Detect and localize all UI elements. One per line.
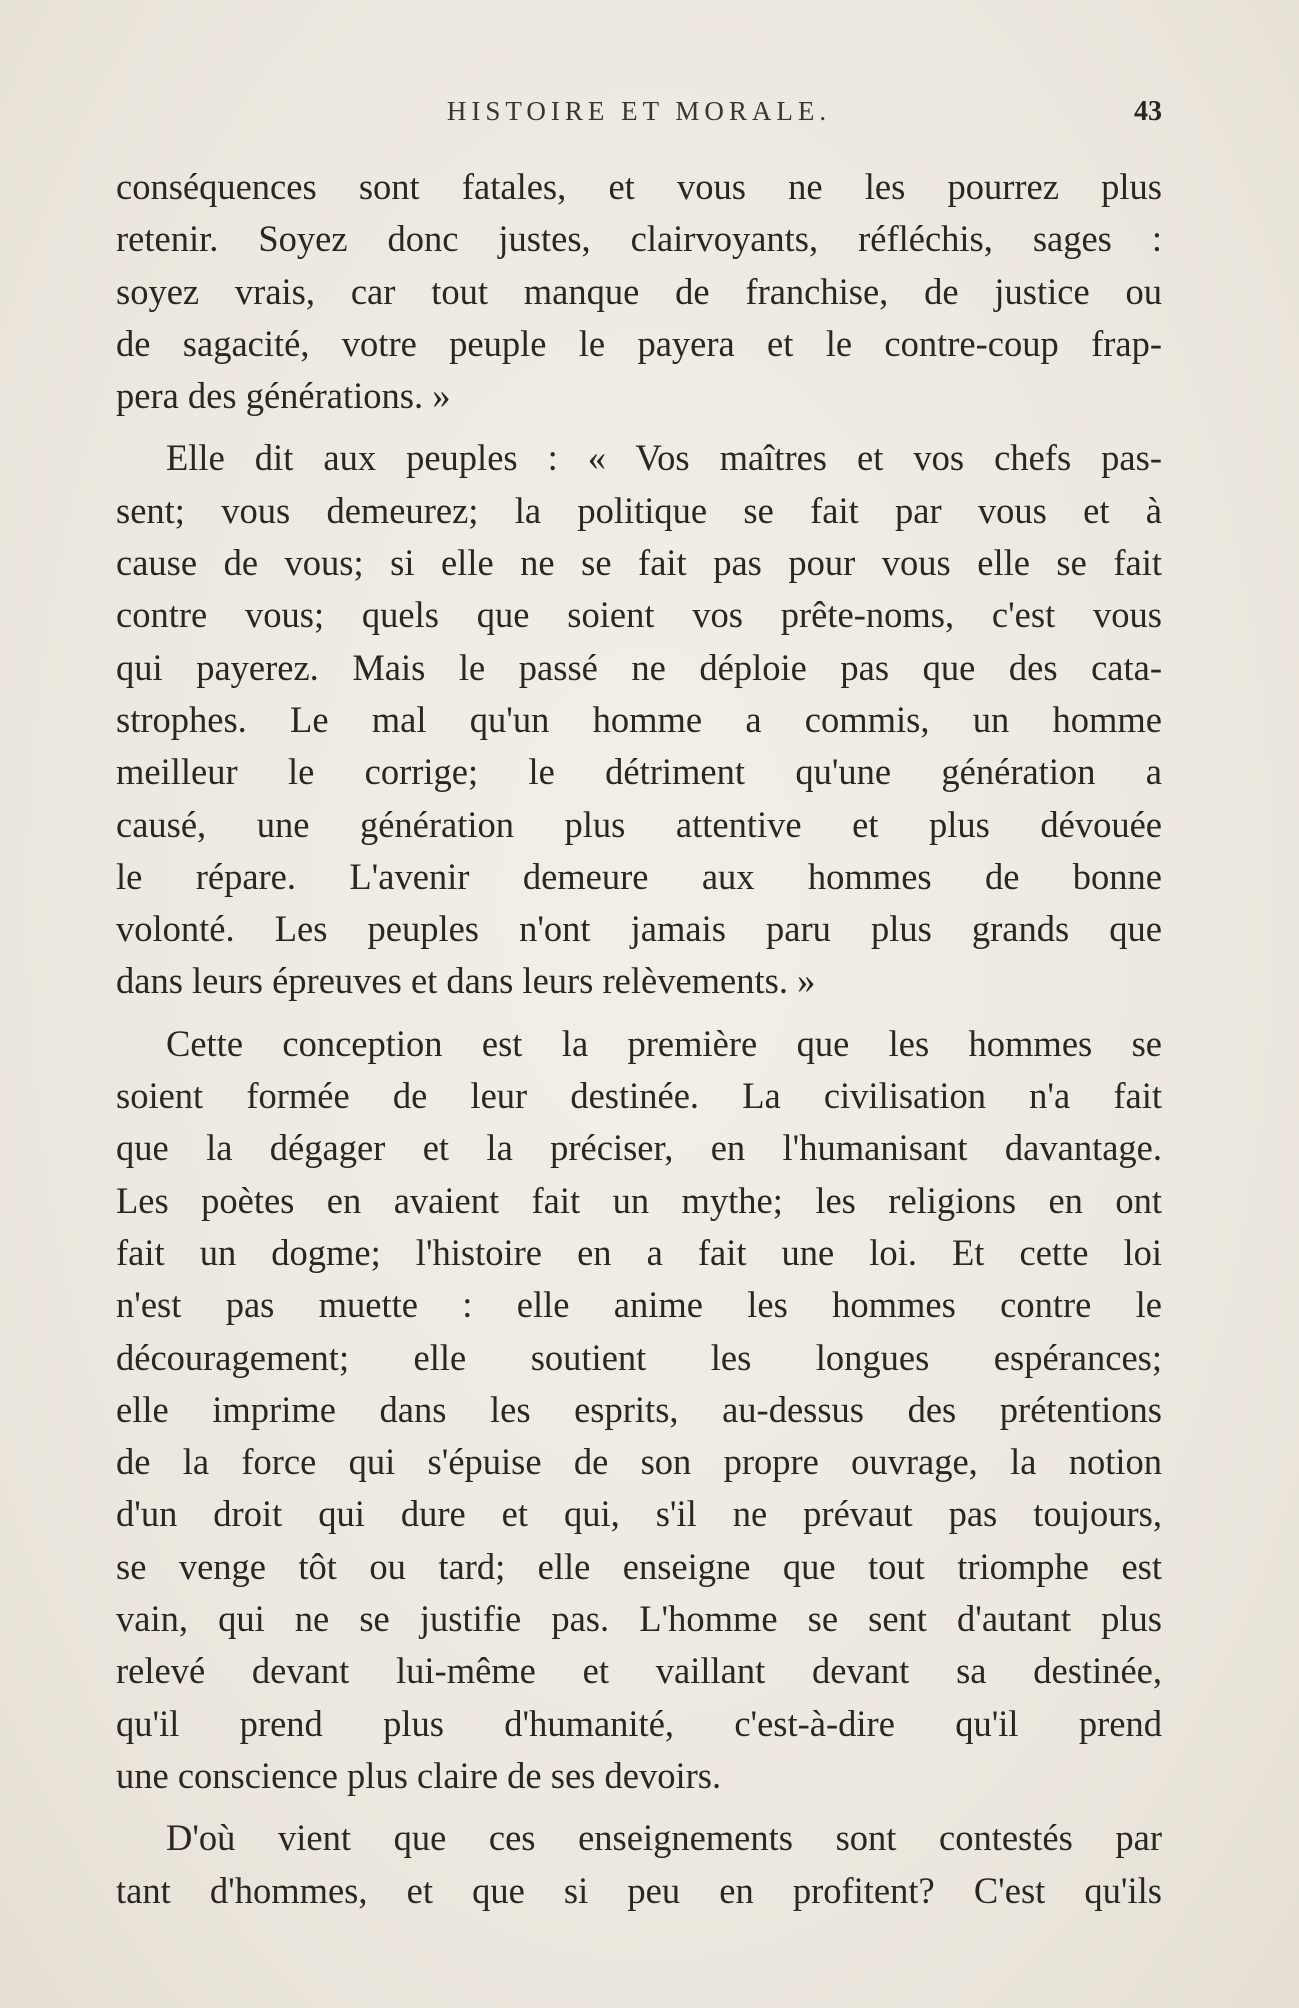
text-line: pera des générations. » [116, 375, 451, 417]
paragraph [116, 1018, 1162, 1802]
text-line: de la force qui s'épuise de son propre ouvrage, la notion [116, 1441, 1162, 1483]
text-line: que la dégager et la préciser, en l'humanisant davantage. [116, 1127, 1162, 1169]
text-line: soyez vrais, car tout manque de franchise, de justice ou [116, 270, 1162, 312]
text-line: strophes. Le mal qu'un homme a commis, un homme [116, 698, 1162, 740]
text-line: se venge tôt ou tard; elle enseigne que tout triomphe est [116, 1545, 1162, 1587]
text-line: volonté. Les peuples n'ont jamais paru plus grands que [116, 908, 1162, 950]
running-title: HISTOIRE ET MORALE. [446, 96, 832, 126]
text-line: dans leurs épreuves et dans leurs relèvements. » [116, 960, 816, 1002]
text-line: vain, qui ne se justifie pas. L'homme se sent d'autant plus [116, 1598, 1162, 1640]
text-line: le répare. L'avenir demeure aux hommes de bonne [116, 855, 1162, 897]
running-head [116, 96, 1162, 136]
paragraph [116, 1812, 1162, 1917]
text-line: retenir. Soyez donc justes, clairvoyants, réfléchis, sages : [116, 218, 1162, 260]
text-line: fait un dogme; l'histoire en a fait une loi. Et cette loi [116, 1231, 1162, 1273]
paragraph [116, 432, 1162, 1007]
text-line: Elle dit aux peuples : « Vos maîtres et vos chefs pas- [166, 437, 1162, 479]
text-line: de sagacité, votre peuple le payera et le contre-coup frap- [116, 322, 1162, 364]
text-line: conséquences sont fatales, et vous ne les pourrez plus [116, 166, 1162, 207]
text-line: contre vous; quels que soient vos prête-noms, c'est vous [116, 594, 1162, 636]
text-line: soient formée de leur destinée. La civilisation n'a fait [116, 1075, 1162, 1117]
text-line: Les poètes en avaient fait un mythe; les religions en ont [116, 1179, 1162, 1221]
text-line: tant d'hommes, et que si peu en profitent? C'est qu'ils [116, 1869, 1162, 1911]
text-line: qu'il prend plus d'humanité, c'est-à-dire qu'il prend [116, 1702, 1162, 1744]
text-line: Cette conception est la première que les hommes se [166, 1022, 1162, 1064]
body-text [116, 161, 1162, 1927]
text-line: cause de vous; si elle ne se fait pas pour vous elle se fait [116, 542, 1162, 584]
text-line: meilleur le corrige; le détriment qu'une génération a [116, 751, 1162, 793]
text-line: D'où vient que ces enseignements sont contestés par [166, 1817, 1162, 1859]
text-line: n'est pas muette : elle anime les hommes contre le [116, 1284, 1162, 1326]
text-line: découragement; elle soutient les longues espérances; [116, 1336, 1162, 1378]
text-line: elle imprime dans les esprits, au-dessus des prétentions [116, 1388, 1162, 1430]
text-line: qui payerez. Mais le passé ne déploie pas que des cata- [116, 646, 1162, 688]
text-line: une conscience plus claire de ses devoirs. [116, 1754, 722, 1796]
paragraph [116, 161, 1162, 422]
text-line: causé, une génération plus attentive et plus dévouée [116, 803, 1162, 845]
text-line: d'un droit qui dure et qui, s'il ne prévaut pas toujours, [116, 1493, 1162, 1535]
text-line: relevé devant lui-même et vaillant devant sa destinée, [116, 1650, 1162, 1692]
text-line: sent; vous demeurez; la politique se fait par vous et à [116, 489, 1162, 531]
page-number: 43 [1134, 96, 1162, 127]
